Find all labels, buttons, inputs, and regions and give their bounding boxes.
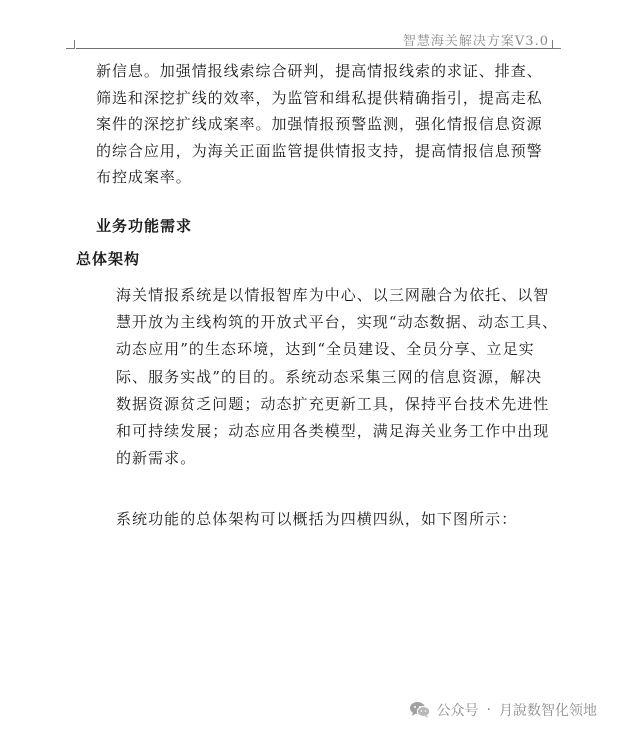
paragraph-line: 海关情报系统是以情报智库为中心、以三网融合为依托、以智 xyxy=(116,286,550,304)
section-heading: 业务功能需求 xyxy=(96,217,193,235)
paragraph-line: 新信息。加强情报线索综合研判，提高情报线索的求证、排查、 xyxy=(96,62,543,80)
paragraph-line: 动态应用”的生态环境，达到“全员建设、全员分享、立足实 xyxy=(116,340,535,359)
wechat-icon xyxy=(409,701,431,719)
watermark-prefix: 公众号 xyxy=(436,703,479,719)
paragraph-line: 慧开放为主线构筑的开放式平台，实现“动态数据、动态工具、 xyxy=(116,313,559,332)
closing-paragraph: 系统功能的总体架构可以概括为四横四纵，如下图所示： xyxy=(116,510,518,528)
header-corner-mark-left xyxy=(66,40,75,49)
paragraph-line: 的新需求。 xyxy=(116,449,197,468)
intro-paragraph xyxy=(96,58,543,191)
paragraph-line: 筛选和深挖扩线的效率，为监管和缉私提供精确指引，提高走私 xyxy=(96,88,543,107)
paragraph-line: 的综合应用，为海关正面监管提供情报支持，提高情报信息预警 xyxy=(96,141,543,160)
watermark-account-name: 月說数智化领地 xyxy=(499,703,597,719)
watermark-separator: · xyxy=(486,702,491,718)
paragraph-line: 际、服务实战”的目的。系统动态采集三网的信息资源，解决 xyxy=(116,367,543,386)
paragraph-line: 和可持续发展；动态应用各类模型，满足海关业务工作中出现 xyxy=(116,422,550,441)
running-header-title: 智慧海关解决方案V3.0 xyxy=(402,34,549,49)
wechat-watermark xyxy=(409,700,597,720)
header-divider xyxy=(76,48,553,49)
subsection-heading: 总体架构 xyxy=(76,250,141,268)
paragraph-line: 数据资源贫乏问题；动态扩充更新工具，保持平台技术先进性 xyxy=(116,394,550,413)
paragraph-line: 案件的深挖扩线成案率。加强情报预警监测，强化情报信息资源 xyxy=(96,115,543,133)
architecture-paragraph xyxy=(116,282,558,472)
paragraph-line: 布控成案率。 xyxy=(96,168,192,186)
header-corner-mark-right xyxy=(552,40,561,49)
